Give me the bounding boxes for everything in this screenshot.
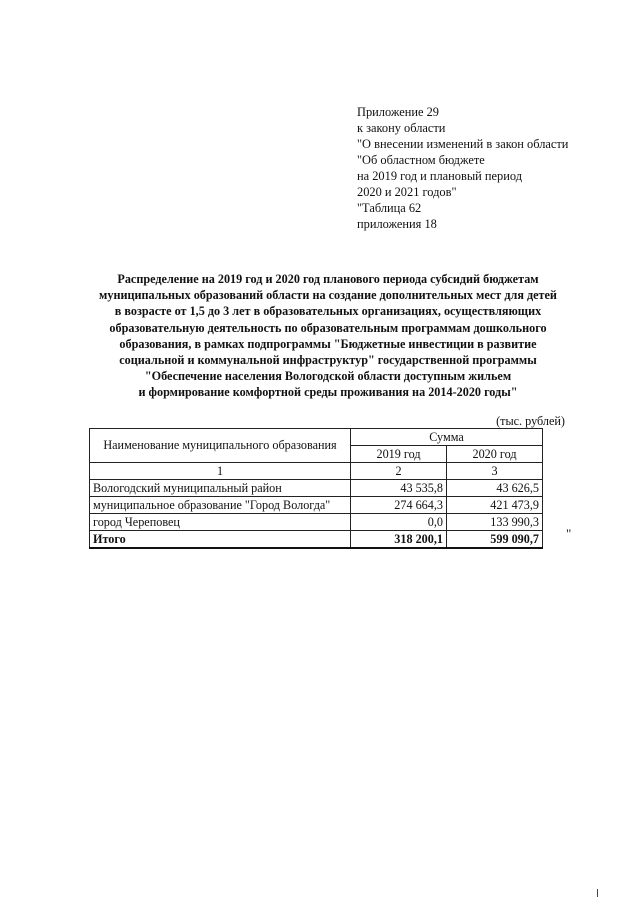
header-line: к закону области: [357, 121, 446, 135]
table-row: [90, 480, 543, 497]
header-name-cell: Наименование муниципального образования: [90, 429, 351, 463]
title-line: муниципальных образований области на создание дополнительных мест для детей: [99, 288, 557, 303]
table-row: [90, 514, 543, 531]
units-label: (тыс. рублей): [496, 414, 565, 428]
title-line: образования, в рамках подпрограммы "Бюджетные инвестиции в развитие: [119, 336, 537, 351]
header-line: "О внесении изменений в закон области: [357, 137, 569, 151]
municipality-name-cell: город Череповец: [90, 514, 351, 531]
title-line: Распределение на 2019 год и 2020 год планового периода субсидий бюджетам: [117, 272, 539, 286]
document-title: [90, 271, 566, 401]
subsidy-table: [89, 428, 543, 549]
header-line: приложения 18: [357, 217, 437, 231]
value-2019-cell: 43 535,8: [351, 480, 447, 497]
header-line: "Таблица 62: [357, 201, 422, 215]
appendix-header: [357, 104, 597, 232]
table-header-row: [90, 429, 543, 446]
title-line: в возрасте от 1,5 до 3 лет в образовательных организациях, осуществляющих: [114, 304, 542, 319]
header-line: Приложение 29: [357, 105, 439, 119]
header-2019-cell: 2019 год: [351, 446, 447, 463]
column-number-cell: 3: [447, 463, 543, 480]
header-line: 2020 и 2021 годов": [357, 185, 457, 199]
header-line: "Об областном бюджете: [357, 153, 485, 167]
title-line: социальной и коммунальной инфраструктур" государственной программы: [119, 353, 537, 368]
closing-quote: ": [566, 526, 572, 541]
total-2020-cell: 599 090,7: [447, 531, 543, 549]
column-number-cell: 2: [351, 463, 447, 480]
municipality-name-cell: Вологодский муниципальный район: [90, 480, 351, 497]
value-2020-cell: 133 990,3: [447, 514, 543, 531]
value-2019-cell: 274 664,3: [351, 497, 447, 514]
table-number-row: [90, 463, 543, 480]
title-line: "Обеспечение населения Вологодской области доступным жильем: [144, 369, 512, 384]
value-2019-cell: 0,0: [351, 514, 447, 531]
total-2019-cell: 318 200,1: [351, 531, 447, 549]
header-2020-cell: 2020 год: [447, 446, 543, 463]
title-line: и формирование комфортной среды проживания на 2014-2020 годы": [138, 385, 518, 400]
table-row: [90, 497, 543, 514]
scan-edge-mark: [597, 889, 598, 897]
value-2020-cell: 43 626,5: [447, 480, 543, 497]
total-row: [90, 531, 543, 549]
total-label-cell: Итого: [90, 531, 351, 549]
header-sum-cell: Сумма: [351, 429, 543, 446]
title-line: образовательную деятельность по образовательным программам дошкольного: [109, 320, 547, 335]
column-number-cell: 1: [90, 463, 351, 480]
value-2020-cell: 421 473,9: [447, 497, 543, 514]
municipality-name-cell: муниципальное образование "Город Вологда": [90, 497, 351, 514]
header-line: на 2019 год и плановый период: [357, 169, 522, 183]
